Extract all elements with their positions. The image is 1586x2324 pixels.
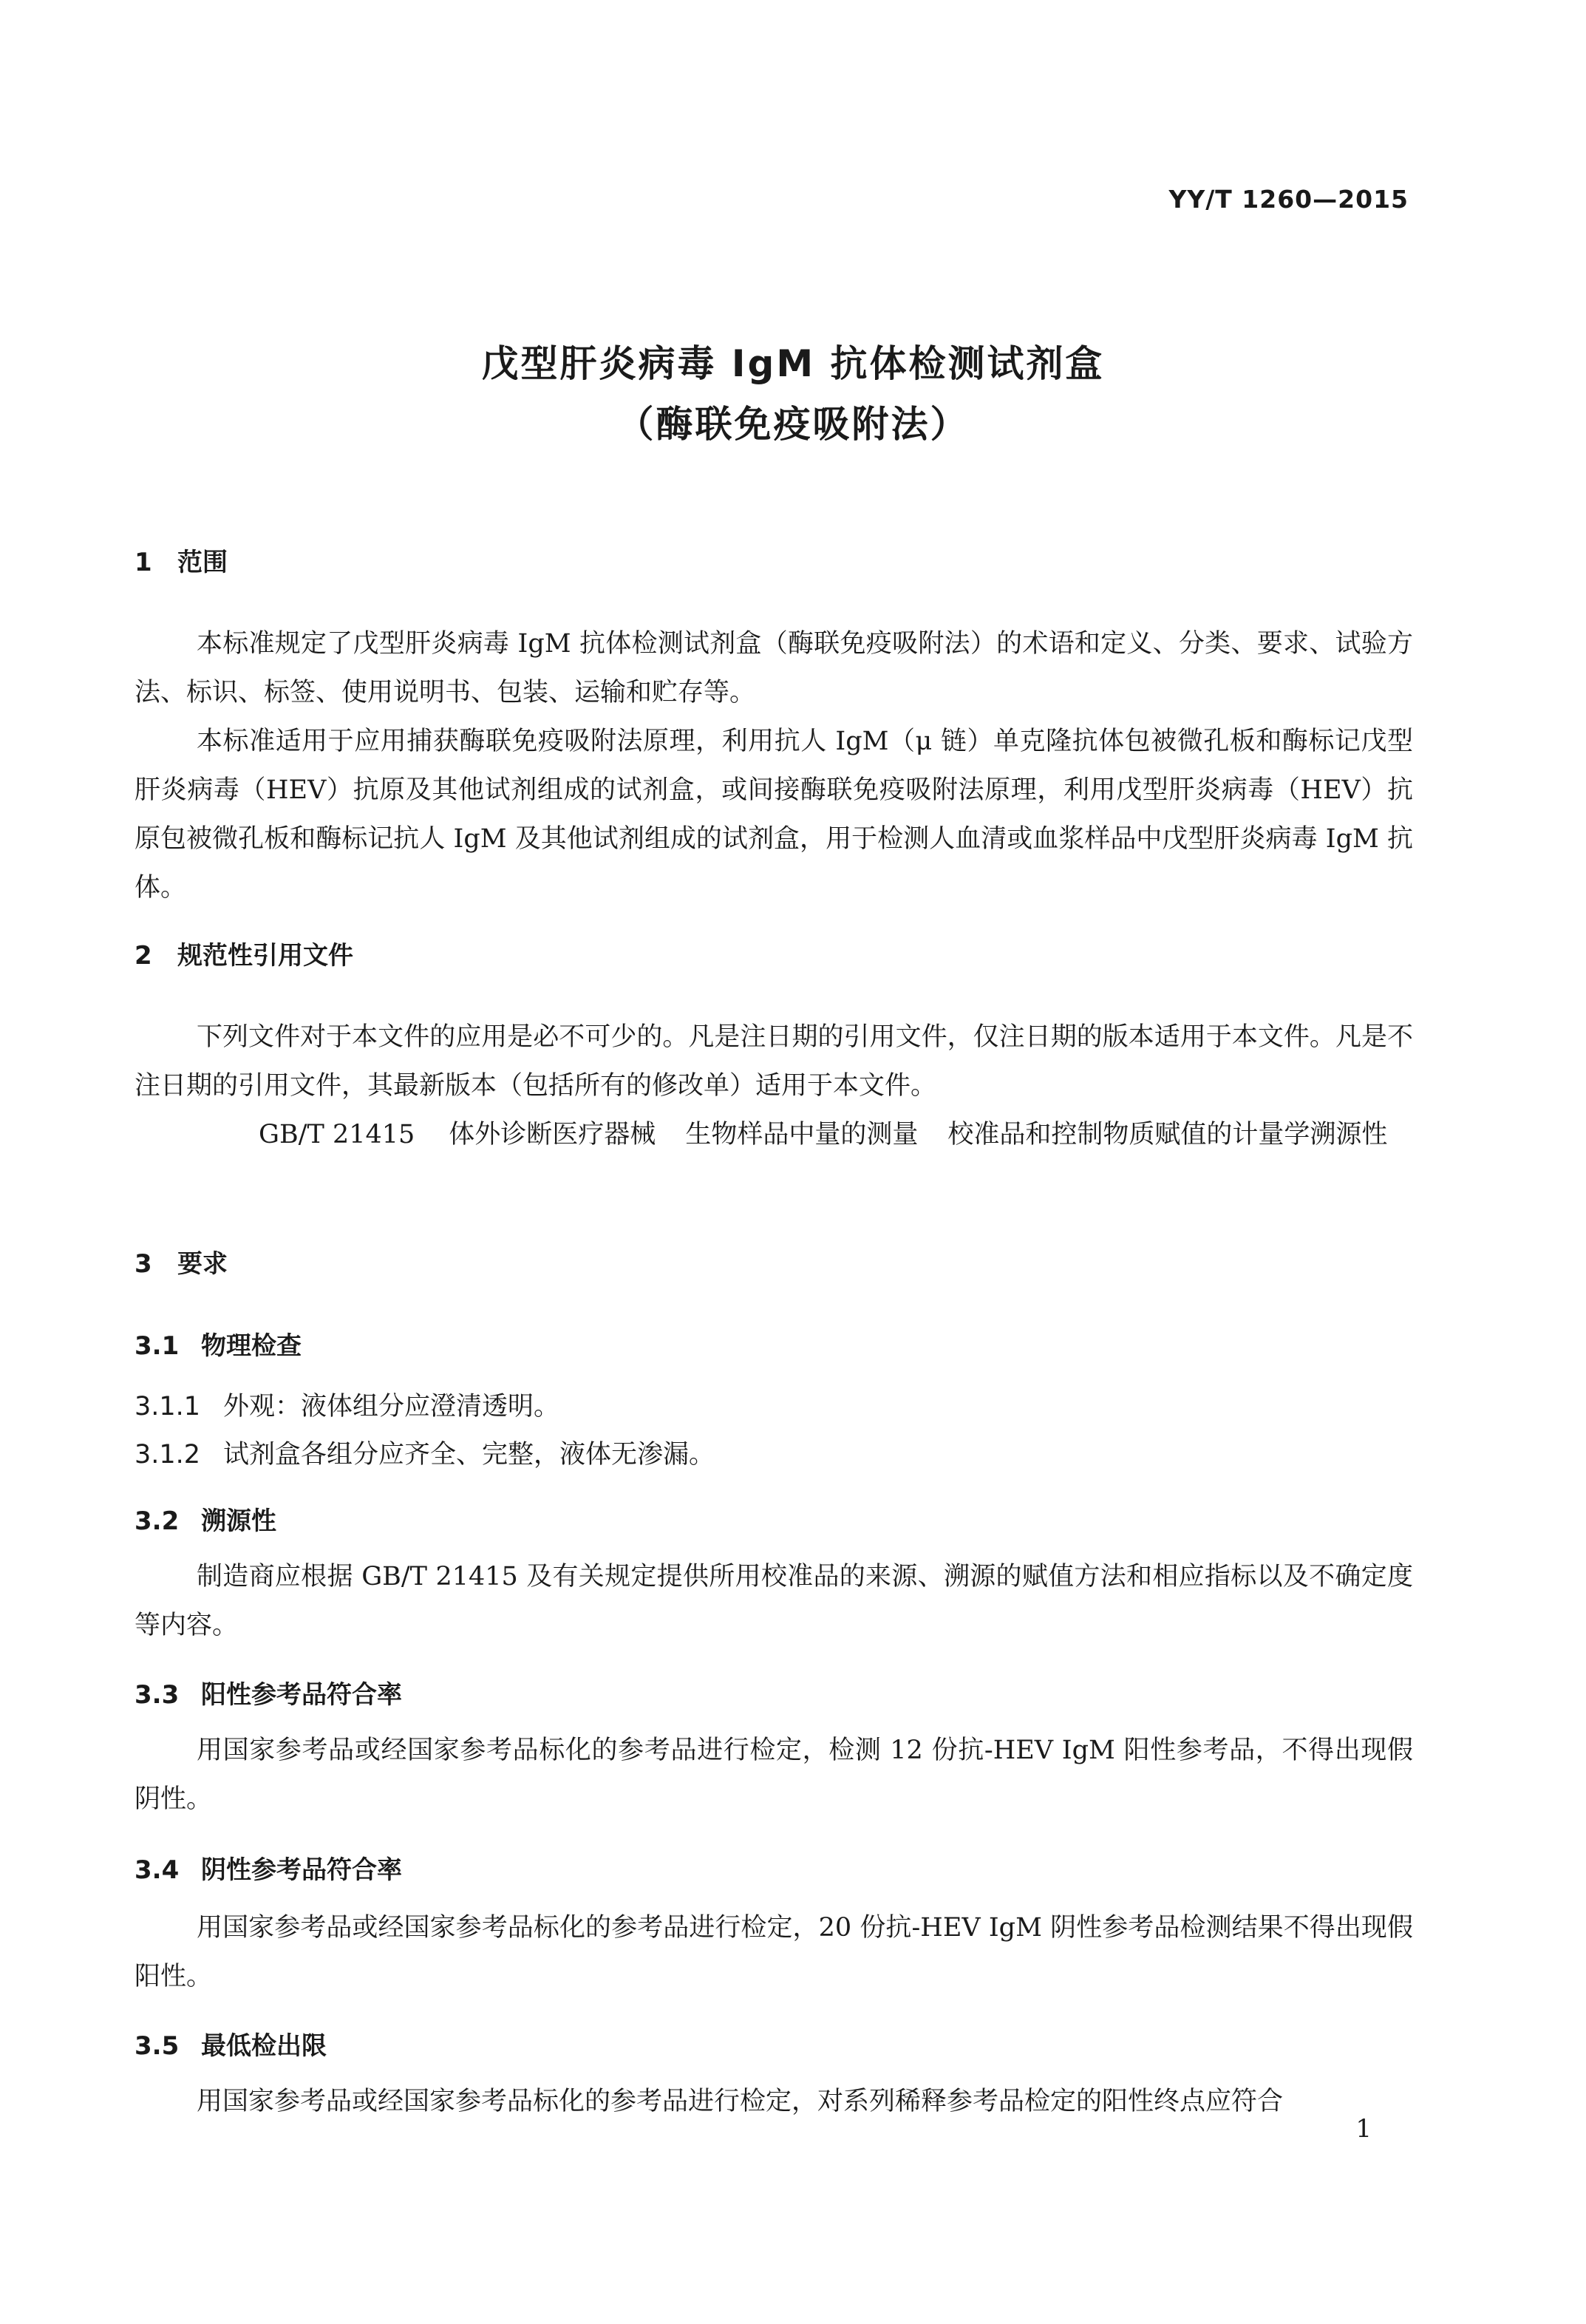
reference-title-b: 生物样品中量的测量: [685, 1120, 919, 1149]
section-3-2-para: 制造商应根据 GB/T 21415 及有关规定提供所用校准品的来源、溯源的赋值方法和相应指标以及不确定度等内容。: [135, 1562, 1413, 1640]
section-2-para-1: 下列文件对于本文件的应用是必不可少的。凡是注日期的引用文件，仅注日期的版本适用于本文件。凡是不注日期的引用文件，其最新版本（包括所有的修改单）适用于本文件。: [135, 1022, 1413, 1101]
item-3-1-2: [135, 1434, 715, 1471]
section-title: 阴性参考品符合率: [201, 1855, 402, 1885]
item-text: 外观：液体组分应澄清透明。: [223, 1392, 560, 1421]
item-number: 3.1.2: [135, 1440, 201, 1470]
reference-code: GB/T 21415: [259, 1120, 415, 1149]
section-number: 3.3: [135, 1680, 180, 1710]
section-number: 3.1: [135, 1331, 180, 1361]
section-title: 最低检出限: [201, 2031, 327, 2061]
section-title: 物理检查: [201, 1331, 302, 1361]
section-number: 1: [135, 548, 152, 577]
section-3-5-para: 用国家参考品或经国家参考品标化的参考品进行检定，对系列稀释参考品检定的阳性终点应符合: [197, 2087, 1284, 2116]
section-number: 3.4: [135, 1855, 180, 1885]
section-number: 3: [135, 1249, 152, 1279]
standard-number: YY/T 1260—2015: [1168, 185, 1409, 214]
item-number: 3.1.1: [135, 1392, 201, 1421]
section-3-2-heading: [135, 1501, 276, 1537]
item-3-1-1: [135, 1386, 559, 1423]
section-title: 范围: [177, 548, 228, 577]
section-1-heading: [135, 542, 228, 578]
section-3-3-para: 用国家参考品或经国家参考品标化的参考品进行检定，检测 12 份抗-HEV IgM 阳性参考品，不得出现假阴性。: [135, 1736, 1413, 1814]
section-title: 要求: [177, 1249, 228, 1279]
section-number: 2: [135, 941, 152, 971]
document-subtitle: （酶联免疫吸附法）: [616, 403, 970, 446]
section-title: 规范性引用文件: [177, 941, 353, 971]
section-2-heading: [135, 935, 353, 971]
section-1-para-1: 本标准规定了戊型肝炎病毒 IgM 抗体检测试剂盒（酶联免疫吸附法）的术语和定义、分类、要求、试验方法、标识、标签、使用说明书、包装、运输和贮存等。: [135, 629, 1413, 707]
reference-title-a: 体外诊断医疗器械: [449, 1120, 656, 1149]
section-number: 3.5: [135, 2031, 180, 2061]
section-number: 3.2: [135, 1506, 180, 1536]
section-title: 阳性参考品符合率: [201, 1680, 402, 1710]
section-3-1-heading: [135, 1325, 302, 1362]
document-title: 戊型肝炎病毒 IgM 抗体检测试剂盒: [481, 342, 1105, 385]
normative-reference: [135, 1110, 1413, 1159]
section-3-3-heading: [135, 1674, 402, 1710]
section-3-4-para: 用国家参考品或经国家参考品标化的参考品进行检定，20 份抗-HEV IgM 阴性参考品检测结果不得出现假阳性。: [135, 1913, 1413, 1991]
page-number: 1: [1355, 2114, 1372, 2144]
section-title: 溯源性: [201, 1506, 276, 1536]
section-3-5-heading: [135, 2025, 327, 2062]
section-3-heading: [135, 1243, 228, 1280]
section-1-para-2: 本标准适用于应用捕获酶联免疫吸附法原理，利用抗人 IgM（μ 链）单克隆抗体包被微孔板和酶标记戊型肝炎病毒（HEV）抗原及其他试剂组成的试剂盒，或间接酶联免疫吸附法原理，利用戊型肝炎病毒（HEV）抗原包被微孔板和酶标记抗人 IgM 及其他试剂组成的试剂盒，用于检测人血清或血浆样品中戊型肝炎病毒 IgM 抗体。: [135, 727, 1413, 903]
item-text: 试剂盒各组分应齐全、完整，液体无渗漏。: [223, 1440, 715, 1470]
reference-title-c: 校准品和控制物质赋值的计量学溯源性: [947, 1120, 1388, 1149]
section-3-4-heading: [135, 1849, 402, 1886]
